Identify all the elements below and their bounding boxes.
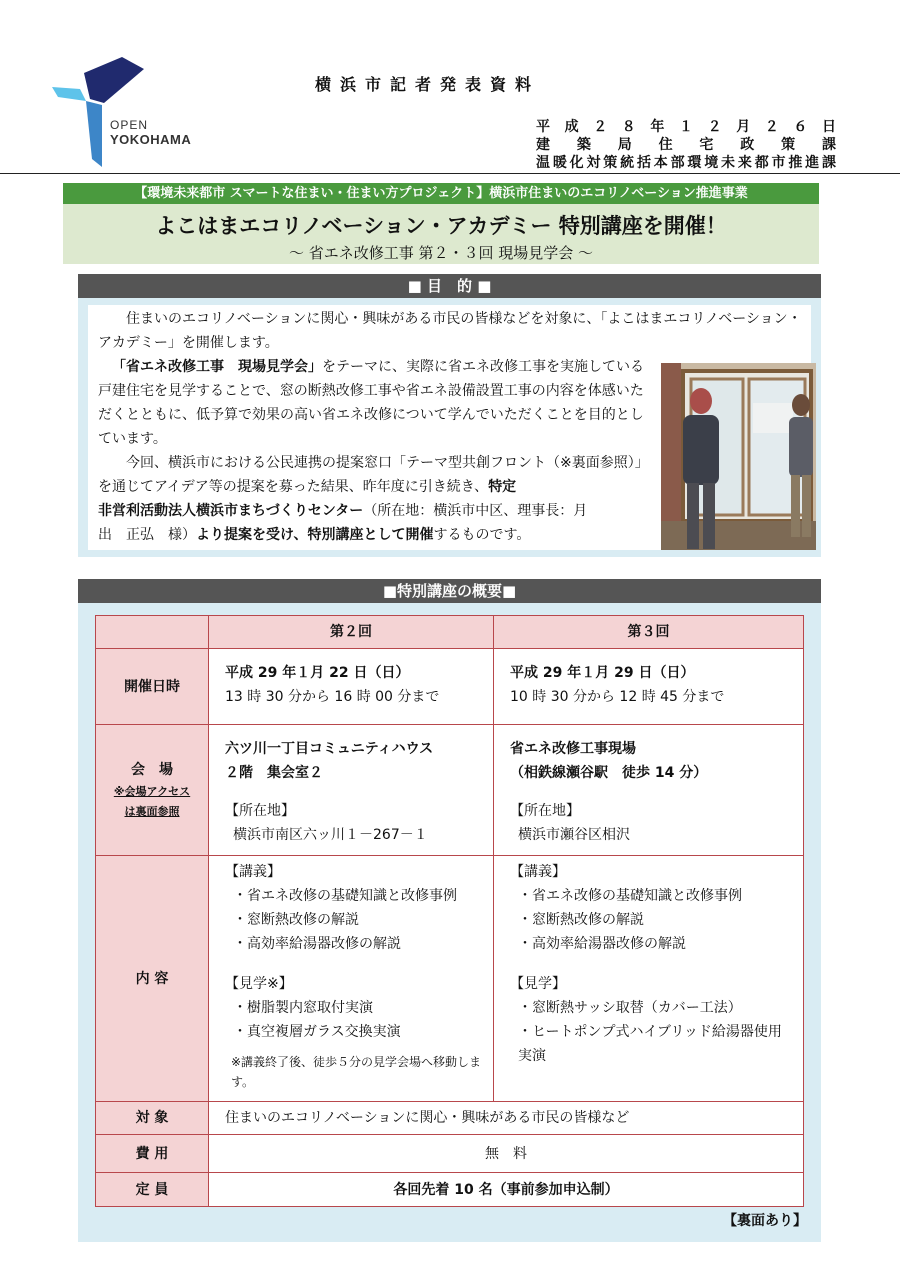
session-3-tour-2: ・ヒートポンプ式ハイブリッド給湯器使用実演 [518, 1024, 782, 1064]
session-3-date [494, 649, 804, 725]
table-header-row [96, 616, 804, 649]
target-row-label: 対 象 [96, 1102, 209, 1135]
date-row-label: 開催日時 [96, 649, 209, 725]
open-yokohama-logo [50, 55, 200, 170]
department-2: 温暖化対策統括本部環境未来都市推進課 [536, 155, 836, 171]
capacity-row-label: 定 員 [96, 1173, 209, 1207]
purpose-paragraph-3 [98, 451, 656, 499]
session-3-venue-access: （相鉄線瀬谷駅 徒歩 14 分） [510, 765, 708, 781]
proposer-emphasis-a: 特定 [488, 479, 517, 495]
session-2-date-day: 平成 29 年１月 22 日（日） [225, 665, 410, 681]
session-2-address: 横浜市南区六ッ川１－267－１ [233, 827, 428, 843]
back-side-note: 【裏面あり】 [723, 1213, 807, 1229]
logo-open-text: OPEN [110, 118, 149, 132]
session-2-lecture-1: ・省エネ改修の基礎知識と改修事例 [233, 888, 457, 904]
venue-label: 会 場 [131, 762, 173, 778]
session-2-header: 第２回 [209, 616, 494, 649]
purpose-body [88, 305, 811, 550]
proposer-emphasis-b: 非営利活動法人横浜市まちづくりセンター [98, 503, 364, 519]
purpose-paragraph-2 [98, 355, 656, 451]
session-2-venue-name: 六ツ川一丁目コミュニティハウス [225, 741, 434, 757]
press-release-label: 横浜市記者発表資料 [315, 75, 541, 94]
date-row [96, 649, 804, 725]
theme-emphasis: 「省エネ改修工事 現場見学会」 [112, 359, 322, 375]
purpose-section [78, 274, 821, 557]
proposer-address: （所在地：横浜市中区、理事長：月 [363, 503, 588, 519]
proposal-emphasis: より提案を受け、特別講座として開催 [196, 527, 434, 543]
purpose-paragraph-2-text: をテーマに、実際に省エネ改修工事を実施している戸建住宅を見学することで、窓の断熱改修工事や省エネ設備設置工事の内容を体感いただくとともに、低予算で効果の高い省エネ改修について学んでいただくことを目的としています。 [98, 359, 644, 447]
session-2-tour-note: ※講義終了後、徒歩５分の見学会場へ移動します。 [231, 1055, 482, 1089]
release-meta [536, 118, 836, 172]
session-2-lecture-2: ・窓断熱改修の解説 [233, 912, 359, 928]
session-3-tour-label: 【見学】 [510, 976, 566, 992]
session-3-date-time: 10 時 30 分から 12 時 45 分まで [510, 689, 725, 705]
session-3-lecture-label: 【講義】 [510, 864, 566, 880]
session-3-address: 横浜市瀬谷区相沢 [518, 827, 630, 843]
purpose-paragraph-3-text: 今回、横浜市における公民連携の提案窓口「テーマ型共創フロント（※裏面参照）」を通じてアイデア等の提案を募った結果、昨年度に引き続き、 [98, 455, 649, 495]
department-1: 建築局住宅政策課 [536, 137, 836, 153]
session-3-lecture-1: ・省エネ改修の基礎知識と改修事例 [518, 888, 742, 904]
header-divider [0, 173, 900, 174]
project-banner: 【環境未来都市 スマートな住まい・住まい方プロジェクト】横浜市住まいのエコリノベーション推進事業 [63, 183, 819, 204]
session-2-venue-room: ２階 集会室２ [225, 765, 323, 781]
capacity-value: 各回先着 10 名（事前参加申込制） [209, 1173, 804, 1207]
session-2-tour-2: ・真空複層ガラス交換実演 [233, 1024, 401, 1040]
logo-text [110, 118, 191, 148]
session-2-tour-label: 【見学※】 [225, 976, 293, 992]
title-banner [63, 204, 819, 264]
session-3-tour-1: ・窓断熱サッシ取替（カバー工法） [518, 1000, 742, 1016]
target-value: 住まいのエコリノベーションに関心・興味がある市民の皆様など [209, 1102, 804, 1135]
session-2-venue [209, 725, 494, 856]
session-2-tour-1: ・樹脂製内窓取付実演 [233, 1000, 373, 1016]
logo-yokohama-text: YOKOHAMA [110, 132, 192, 147]
fee-value: 無 料 [209, 1135, 804, 1173]
target-row [96, 1102, 804, 1135]
renovation-site-photo [661, 363, 816, 550]
proposer-chair: 出 正弘 様） [98, 527, 196, 543]
session-3-header: 第３回 [494, 616, 804, 649]
session-2-content [209, 856, 494, 1102]
purpose-paragraph-4 [98, 499, 656, 523]
fee-row [96, 1135, 804, 1173]
purpose-paragraph-1: 住まいのエコリノベーションに関心・興味がある市民の皆様などを対象に、「よこはまエコリノベーション・アカデミー」を開催します。 [98, 311, 802, 351]
overview-table [95, 615, 804, 1207]
session-3-address-label: 【所在地】 [510, 803, 580, 819]
purpose-heading: ■ 目 的 ■ [78, 274, 821, 298]
purpose-ending: するものです。 [433, 527, 531, 543]
purpose-paragraph-5 [98, 523, 656, 547]
session-2-address-label: 【所在地】 [225, 803, 295, 819]
overview-heading: ■特別講座の概要■ [78, 579, 821, 603]
capacity-row [96, 1173, 804, 1207]
release-date: 平成２８年１２月２６日 [536, 119, 836, 135]
venue-row-label [96, 725, 209, 856]
fee-row-label: 費 用 [96, 1135, 209, 1173]
session-3-lecture-2: ・窓断熱改修の解説 [518, 912, 644, 928]
session-2-lecture-label: 【講義】 [225, 864, 281, 880]
session-3-date-day: 平成 29 年１月 29 日（日） [510, 665, 695, 681]
session-3-content [494, 856, 804, 1102]
corner-cell [96, 616, 209, 649]
content-row-label: 内 容 [96, 856, 209, 1102]
page-subtitle: ～ 省エネ改修工事 第２・３回 現場見学会 ～ [288, 244, 594, 262]
venue-access-note-1: ※会場アクセス [113, 785, 191, 798]
overview-section [78, 579, 821, 1242]
session-2-lecture-3: ・高効率給湯器改修の解説 [233, 936, 401, 952]
page-title: よこはまエコリノベーション・アカデミー 特別講座を開催！ [155, 214, 727, 238]
session-2-date [209, 649, 494, 725]
venue-row [96, 725, 804, 856]
session-2-date-time: 13 時 30 分から 16 時 00 分まで [225, 689, 440, 705]
session-3-venue-name: 省エネ改修工事現場 [510, 741, 636, 757]
session-3-lecture-3: ・高効率給湯器改修の解説 [518, 936, 686, 952]
session-3-venue [494, 725, 804, 856]
venue-access-note-2: は裏面参照 [124, 805, 180, 818]
content-row [96, 856, 804, 1102]
